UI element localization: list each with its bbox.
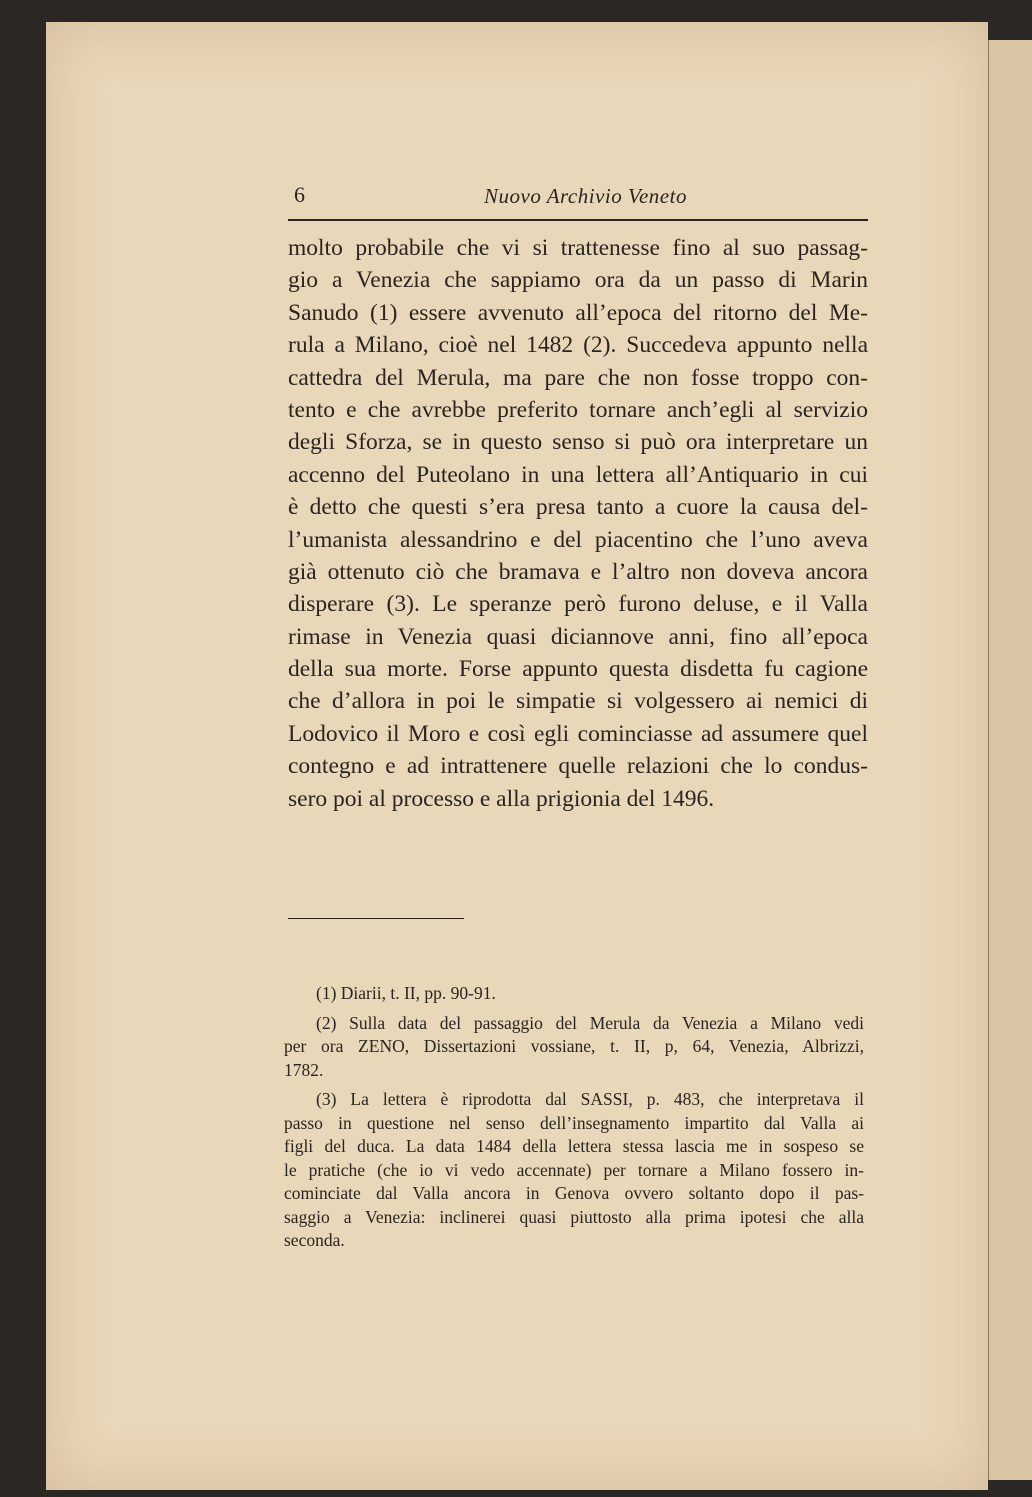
adjacent-page-edge: [988, 40, 1032, 1480]
body-line: è detto che questi s’era presa tanto a cuore la causa del-: [288, 494, 868, 521]
body-line: rula a Milano, cioè nel 1482 (2). Succedeva appunto nella: [288, 332, 868, 359]
body-line: gio a Venezia che sappiamo ora da un passo di Marin: [288, 267, 868, 294]
body-line: Sanudo (1) essere avvenuto all’epoca del ritorno del Me-: [288, 299, 868, 326]
body-line: rimase in Venezia quasi diciannove anni, fino all’epoca: [288, 623, 868, 650]
body-line: della sua morte. Forse appunto questa disdetta fu cagione: [288, 656, 868, 683]
body-line: degli Sforza, se in questo senso si può ora interpretare un: [288, 429, 868, 456]
body-line: contegno e ad intrattenere quelle relazioni che lo condus-: [288, 753, 868, 780]
footnote-line: 1782.: [284, 1059, 324, 1080]
body-line: che d’allora in poi le simpatie si volgessero ai nemici di: [288, 688, 868, 715]
footnote-3: [284, 1088, 864, 1253]
footnote-1: [284, 982, 864, 1006]
footnote-line: (3) La lettera è riprodotta dal SASSI, p. 483, che interpretava il: [316, 1089, 864, 1109]
footnote-line: (2) Sulla data del passaggio del Merula da Venezia a Milano vedi: [316, 1012, 864, 1033]
body-line: tento e che avrebbe preferito tornare anch’egli al servizio: [288, 396, 868, 423]
footnote-line: passo in questione nel senso dell’insegnamento impartito dal Valla ai: [284, 1112, 864, 1133]
running-head: Nuovo Archivio Veneto: [484, 184, 687, 208]
footnote-rule: [288, 918, 464, 919]
header-rule: [288, 219, 868, 221]
body-line: già ottenuto ciò che bramava e l’altro non doveva ancora: [288, 558, 868, 585]
body-line: l’umanista alessandrino e del piacentino che l’uno aveva: [288, 526, 868, 553]
body-text: [288, 232, 868, 815]
footnote-line: cominciate dal Valla ancora in Genova ovvero soltanto dopo il pas-: [284, 1183, 864, 1203]
body-line: cattedra del Merula, ma pare che non fosse troppo con-: [288, 364, 868, 391]
page-header: [292, 180, 868, 210]
body-line: Lodovico il Moro e così egli cominciasse ad assumere quel: [288, 720, 868, 747]
page-number: 6: [294, 182, 305, 207]
footnote-line: (1) Diarii, t. II, pp. 90-91.: [316, 983, 496, 1003]
body-line: disperare (3). Le speranze però furono deluse, e il Valla: [288, 591, 868, 618]
body-line: accenno del Puteolano in una lettera all’Antiquario in cui: [288, 461, 868, 488]
footnote-line: figli del duca. La data 1484 della lettera stessa lascia me in sospeso se: [284, 1136, 864, 1156]
footnote-line: saggio a Venezia: inclinerei quasi piuttosto alla prima ipotesi che alla: [284, 1206, 864, 1227]
body-line: sero poi al processo e alla prigionia del 1496.: [288, 785, 715, 812]
body-line: molto probabile che vi si trattenesse fino al suo passag-: [288, 235, 868, 261]
footnote-line: seconda.: [284, 1230, 345, 1250]
footnotes: [284, 982, 864, 1253]
footnote-line: le pratiche (che io vi vedo accennate) per tornare a Milano fossero in-: [284, 1159, 864, 1180]
footnote-line: per ora ZENO, Dissertazioni vossiane, t. II, p, 64, Venezia, Albrizzi,: [284, 1036, 864, 1056]
footnote-2: [284, 1012, 864, 1083]
